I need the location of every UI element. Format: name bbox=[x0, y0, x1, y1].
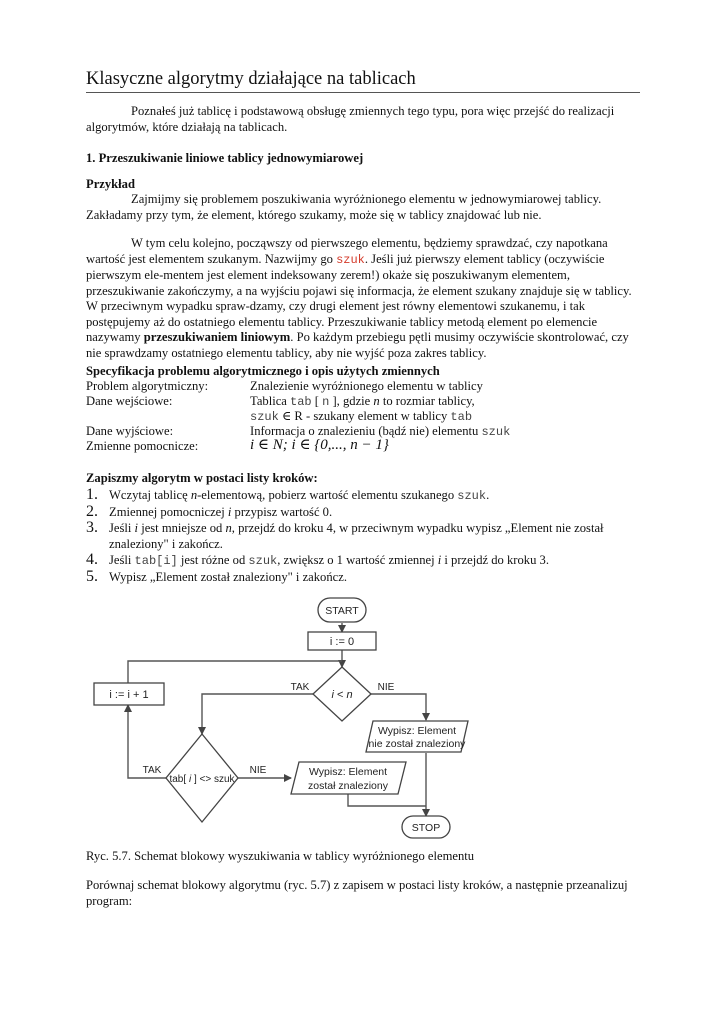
intro-paragraph: Poznałeś już tablicę i podstawową obsługę zmiennych tego typu, pora więc przejść do realizacji algorytmów, które działają na tablicach. bbox=[86, 104, 615, 134]
spec-row-problem bbox=[86, 379, 640, 394]
step-number: 3. bbox=[86, 519, 98, 536]
step-text bbox=[109, 488, 629, 505]
step-part: jest mniejsze od bbox=[138, 521, 226, 535]
step-part: Wczytaj tablicę bbox=[109, 488, 191, 502]
arrow-tak-cmp bbox=[202, 694, 313, 734]
spec-row-aux bbox=[86, 439, 640, 454]
var-n: n bbox=[225, 521, 232, 535]
step-part: Jeśli bbox=[109, 521, 135, 535]
code-szuk: szuk bbox=[250, 410, 279, 424]
cmp-var-i: i bbox=[188, 774, 192, 785]
cmp-part: ] <> szuk bbox=[191, 774, 235, 785]
init-label: i := 0 bbox=[329, 636, 355, 648]
tak-label-1: TAK bbox=[290, 682, 310, 693]
step-part: Zmiennej pomocniczej bbox=[109, 505, 228, 519]
spec-key: Dane wejściowe: bbox=[86, 394, 173, 408]
cmp-part: tab[ bbox=[169, 774, 189, 785]
stop-label: STOP bbox=[411, 822, 441, 834]
spec-text: to rozmiar tablicy, bbox=[379, 394, 475, 408]
arrow-found-stop bbox=[348, 794, 426, 806]
desc-text-b: . Jeśli już pierwszy element tablicy (oczywiście pierwszym ele-mentem jest element indeksowany zerem!) okaże się poszukiwanym elementem, przeszukiwanie zakończymy, a na wyjściu pojawi się informacja, że element szukany znajduje się w tablicy. W przeciwnym wypadku spraw-dzamy, czy drugi element jest równy elementowi szukanemu, i tak postępujemy aż do ostatniego elementu tablicy. Przeszukiwanie tablicy metodą element po elemencie nazywamy bbox=[86, 251, 632, 344]
page-title: Klasyczne algorytmy działające na tablicach bbox=[86, 68, 640, 93]
section1-heading: 1. Przeszukiwanie liniowe tablicy jednowymiarowej bbox=[86, 151, 364, 165]
var-n: n bbox=[190, 488, 198, 502]
cond-var-n: n bbox=[346, 689, 353, 701]
steps-heading: Zapiszmy algorytm w postaci listy kroków: bbox=[86, 471, 318, 485]
step-part: Wypisz „Element został znaleziony" i zakończ. bbox=[109, 570, 347, 584]
step-number: 1. bbox=[86, 486, 98, 503]
flowchart bbox=[86, 594, 476, 844]
spec-text: Tablica bbox=[250, 394, 291, 408]
spec-row-input bbox=[86, 394, 640, 409]
spec-heading: Specyfikacja problemu algorytmicznego i opis użytych zmiennych bbox=[86, 364, 440, 378]
incr-label: i := i + 1 bbox=[109, 689, 149, 701]
example-paragraph: Zajmijmy się problemem poszukiwania wyróżnionego elementu w jednowymiarowej tablicy. Zakładamy przy tym, że element, którego szukamy, może się w tablicy znajdować lub nie. bbox=[86, 192, 602, 222]
spec-key: Dane wyjściowe: bbox=[86, 424, 174, 438]
example-heading: Przykład bbox=[86, 177, 135, 191]
step-part: , zwiększ o 1 wartość zmiennej bbox=[277, 553, 438, 567]
cmp-label bbox=[169, 774, 235, 785]
step-number: 2. bbox=[86, 503, 98, 520]
step-text bbox=[109, 505, 629, 521]
found-line2: został znaleziony bbox=[308, 780, 388, 792]
spec-key: Zmienne pomocnicze: bbox=[86, 439, 199, 453]
step-number: 4. bbox=[86, 551, 98, 568]
var-i: i bbox=[227, 505, 232, 519]
spec-text: [ bbox=[311, 394, 323, 408]
var-i: i bbox=[134, 521, 139, 535]
tak-label-2: TAK bbox=[142, 765, 162, 776]
arrow-nie-notfound bbox=[371, 694, 426, 720]
szuk-code: szuk bbox=[336, 252, 365, 267]
step-text bbox=[109, 570, 629, 586]
cond-var-i: i bbox=[331, 689, 334, 701]
spec-value: Znalezienie wyróżnionego elementu w tablicy bbox=[250, 379, 483, 393]
step-text bbox=[109, 521, 629, 552]
code-szuk: szuk bbox=[481, 425, 511, 439]
code-szuk: szuk bbox=[457, 489, 487, 503]
nie-label-1: NIE bbox=[377, 682, 395, 693]
found-line1: Wypisz: Element bbox=[308, 766, 388, 778]
notfound-line2: nie został znaleziony bbox=[368, 738, 466, 750]
code-tab: tab bbox=[450, 410, 473, 424]
spec-key: Problem algorytmiczny: bbox=[86, 379, 209, 393]
linear-search-term: przeszukiwaniem liniowym bbox=[143, 330, 291, 344]
nie-label-2: NIE bbox=[249, 765, 267, 776]
start-label: START bbox=[325, 605, 359, 617]
spec-row-input-2 bbox=[86, 409, 640, 424]
step-number: 5. bbox=[86, 568, 98, 585]
step-text bbox=[109, 553, 629, 570]
desc-text-a: W tym celu kolejno, począwszy od pierwszego elementu, będziemy sprawdzać, czy napotkana wartość jest elementem szukanym. Nazwijmy go bbox=[86, 236, 608, 266]
step-part: jest różne od bbox=[177, 553, 249, 567]
spec-text: ], gdzie bbox=[329, 394, 374, 408]
notfound-line1: Wypisz: Element bbox=[377, 725, 457, 737]
step-part: , przejdź do kroku 4, w przeciwnym wypadku wypisz „Element nie został znaleziony" i zakończ. bbox=[109, 521, 604, 551]
cond-op: < bbox=[333, 689, 347, 701]
final-paragraph: Porównaj schemat blokowy algorytmu (ryc. 5.7) z zapisem w postaci listy kroków, a następnie przeanalizuj program: bbox=[86, 878, 628, 908]
spec-text: ∈ R - szukany element w tablicy bbox=[278, 409, 451, 423]
code-n: n bbox=[322, 395, 330, 409]
spec-value-math: i ∈ N; i ∈ {0,..., n − 1} bbox=[250, 437, 389, 453]
step-part: Jeśli bbox=[109, 553, 135, 567]
code-tab-i: tab[i] bbox=[134, 554, 178, 568]
cond-label bbox=[331, 689, 352, 701]
step-part: -elementową, pobierz wartość elementu szukanego bbox=[197, 488, 458, 502]
step-part: . bbox=[486, 488, 490, 502]
step-part: i przejdź do kroku 3. bbox=[441, 553, 549, 567]
var-i: i bbox=[437, 553, 442, 567]
desc-text-c: . Po każdym przebiegu pętli musimy oczywiście skontrolować, czy nie sprawdzamy ostatniego elementu tablicy, aby nie wyjść poza zakres tablicy. bbox=[86, 330, 629, 360]
code-szuk: szuk bbox=[248, 554, 278, 568]
code-tab: tab bbox=[290, 395, 312, 409]
arrow-loop-back bbox=[128, 661, 342, 683]
description-paragraph bbox=[86, 236, 640, 361]
var-n: n bbox=[373, 394, 380, 408]
spec-text: Informacja o znalezieniu (bądź nie) elementu bbox=[250, 424, 482, 438]
step-part: przypisz wartość 0. bbox=[231, 505, 333, 519]
figure-caption: Ryc. 5.7. Schemat blokowy wyszukiwania w tablicy wyróżnionego elementu bbox=[86, 849, 475, 863]
